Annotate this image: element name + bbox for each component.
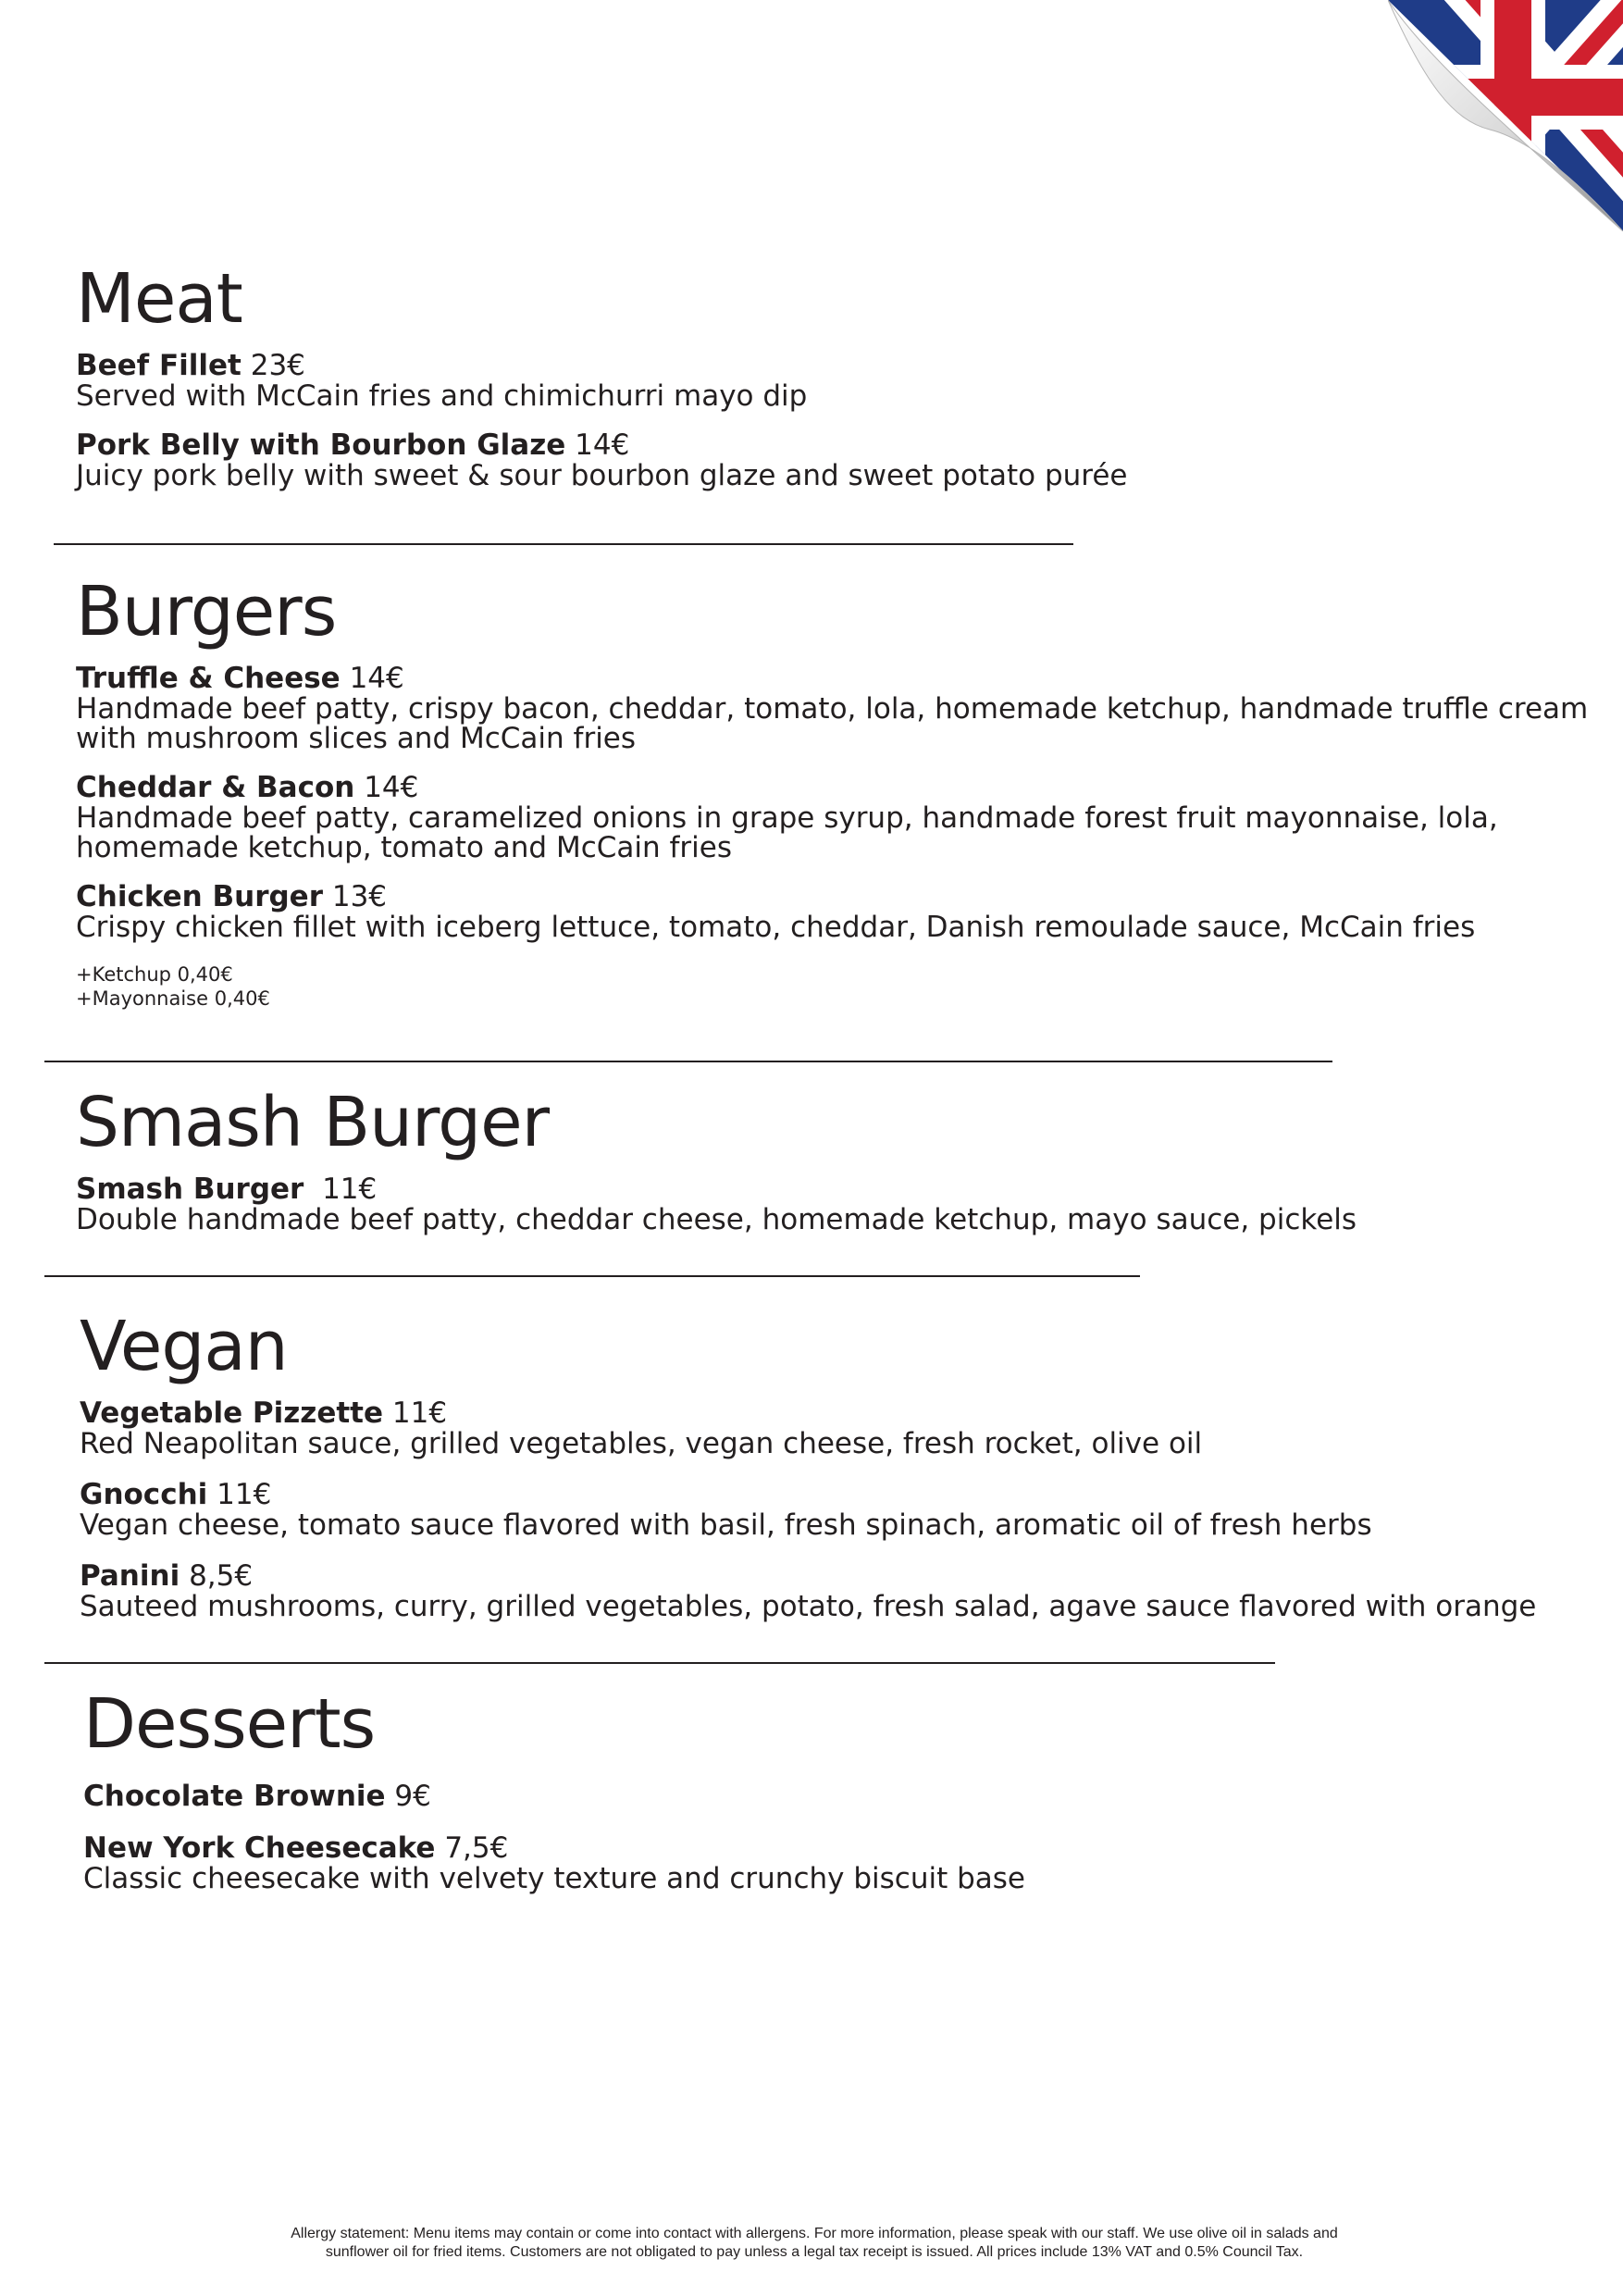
item-name: Truffle & Cheese bbox=[76, 662, 341, 695]
extras-list bbox=[76, 962, 1588, 1011]
item-description: with mushroom slices and McCain fries bbox=[76, 722, 637, 755]
section-vegan bbox=[80, 1309, 1536, 1621]
item-price: 9€ bbox=[394, 1780, 431, 1813]
item-description: Classic cheesecake with velvety texture and crunchy biscuit base bbox=[83, 1862, 1025, 1895]
section-title: Desserts bbox=[83, 1684, 376, 1764]
menu-item bbox=[76, 772, 1588, 863]
footer-line: Allergy statement: Menu items may contain or come into contact with allergens. For more information, please speak with our staff. We use olive oil in salads and bbox=[291, 2226, 1338, 2241]
divider bbox=[44, 1275, 1140, 1277]
item-price: 14€ bbox=[575, 428, 630, 462]
menu-item bbox=[83, 1832, 1025, 1893]
item-description: Crispy chicken fillet with iceberg lettuce, tomato, cheddar, Danish remoulade sauce, McCain fries bbox=[76, 911, 1476, 944]
divider bbox=[44, 1061, 1332, 1062]
section-meat bbox=[76, 261, 1128, 490]
item-price: 11€ bbox=[391, 1396, 448, 1430]
menu-item bbox=[76, 881, 1588, 942]
item-description: Handmade beef patty, caramelized onions in grape syrup, handmade forest fruit mayonnaise, lola, bbox=[76, 801, 1498, 835]
item-name: New York Cheesecake bbox=[83, 1831, 436, 1865]
item-price: 8,5€ bbox=[189, 1559, 254, 1593]
item-name: Cheddar & Bacon bbox=[76, 771, 355, 804]
section-title: Burgers bbox=[76, 572, 337, 652]
footer-line: sunflower oil for fried items. Customers are not obligated to pay unless a legal tax receipt is issued. All prices include 13% VAT and 0.5% Council Tax. bbox=[325, 2244, 1304, 2260]
menu-item bbox=[76, 429, 1128, 490]
section-title: Vegan bbox=[80, 1307, 288, 1386]
menu-item bbox=[76, 663, 1588, 753]
menu-item bbox=[76, 1173, 1357, 1235]
item-description: Double handmade beef patty, cheddar cheese, homemade ketchup, mayo sauce, pickels bbox=[76, 1203, 1357, 1236]
item-description: Juicy pork belly with sweet & sour bourbon glaze and sweet potato purée bbox=[76, 459, 1128, 492]
section-desserts bbox=[83, 1686, 1025, 1893]
section-title: Smash Burger bbox=[76, 1083, 550, 1162]
item-name: Vegetable Pizzette bbox=[80, 1396, 384, 1430]
item-price: 14€ bbox=[364, 771, 419, 804]
menu-item bbox=[83, 1781, 1025, 1812]
menu-item bbox=[80, 1397, 1536, 1458]
item-name: Chicken Burger bbox=[76, 880, 323, 913]
item-price: 14€ bbox=[349, 662, 404, 695]
item-name: Beef Fillet bbox=[76, 349, 242, 382]
item-name: Smash Burger bbox=[76, 1173, 304, 1206]
extra-item: +Ketchup 0,40€ bbox=[76, 963, 233, 986]
item-price: 23€ bbox=[250, 349, 305, 382]
section-title: Meat bbox=[76, 259, 242, 339]
item-price: 13€ bbox=[331, 880, 388, 913]
item-price: 11€ bbox=[217, 1478, 272, 1511]
menu-item bbox=[76, 350, 1128, 411]
union-jack-page-curl-icon bbox=[1388, 0, 1623, 231]
item-price: 11€ bbox=[322, 1173, 378, 1206]
item-name: Chocolate Brownie bbox=[83, 1780, 386, 1813]
item-description: Sauteed mushrooms, curry, grilled vegetables, potato, fresh salad, agave sauce flavored with orange bbox=[80, 1590, 1537, 1623]
divider bbox=[54, 543, 1073, 545]
menu-item bbox=[80, 1560, 1536, 1621]
item-name: Gnocchi bbox=[80, 1478, 208, 1511]
allergy-statement bbox=[222, 2225, 1406, 2262]
item-name: Panini bbox=[80, 1559, 180, 1593]
section-smash-burger bbox=[76, 1085, 1357, 1235]
section-burgers bbox=[76, 574, 1588, 1011]
item-description: Red Neapolitan sauce, grilled vegetables, vegan cheese, fresh rocket, olive oil bbox=[80, 1427, 1203, 1460]
item-description: Vegan cheese, tomato sauce flavored with basil, fresh spinach, aromatic oil of fresh herbs bbox=[80, 1508, 1372, 1542]
item-description: Served with McCain fries and chimichurri mayo dip bbox=[76, 379, 808, 413]
extra-item: +Mayonnaise 0,40€ bbox=[76, 987, 270, 1010]
item-description: Handmade beef patty, crispy bacon, cheddar, tomato, lola, homemade ketchup, handmade truffle cream bbox=[76, 692, 1589, 726]
item-description: homemade ketchup, tomato and McCain fries bbox=[76, 831, 732, 864]
item-name: Pork Belly with Bourbon Glaze bbox=[76, 428, 566, 462]
divider bbox=[44, 1662, 1275, 1664]
item-price: 7,5€ bbox=[444, 1831, 509, 1865]
menu-item bbox=[80, 1479, 1536, 1540]
